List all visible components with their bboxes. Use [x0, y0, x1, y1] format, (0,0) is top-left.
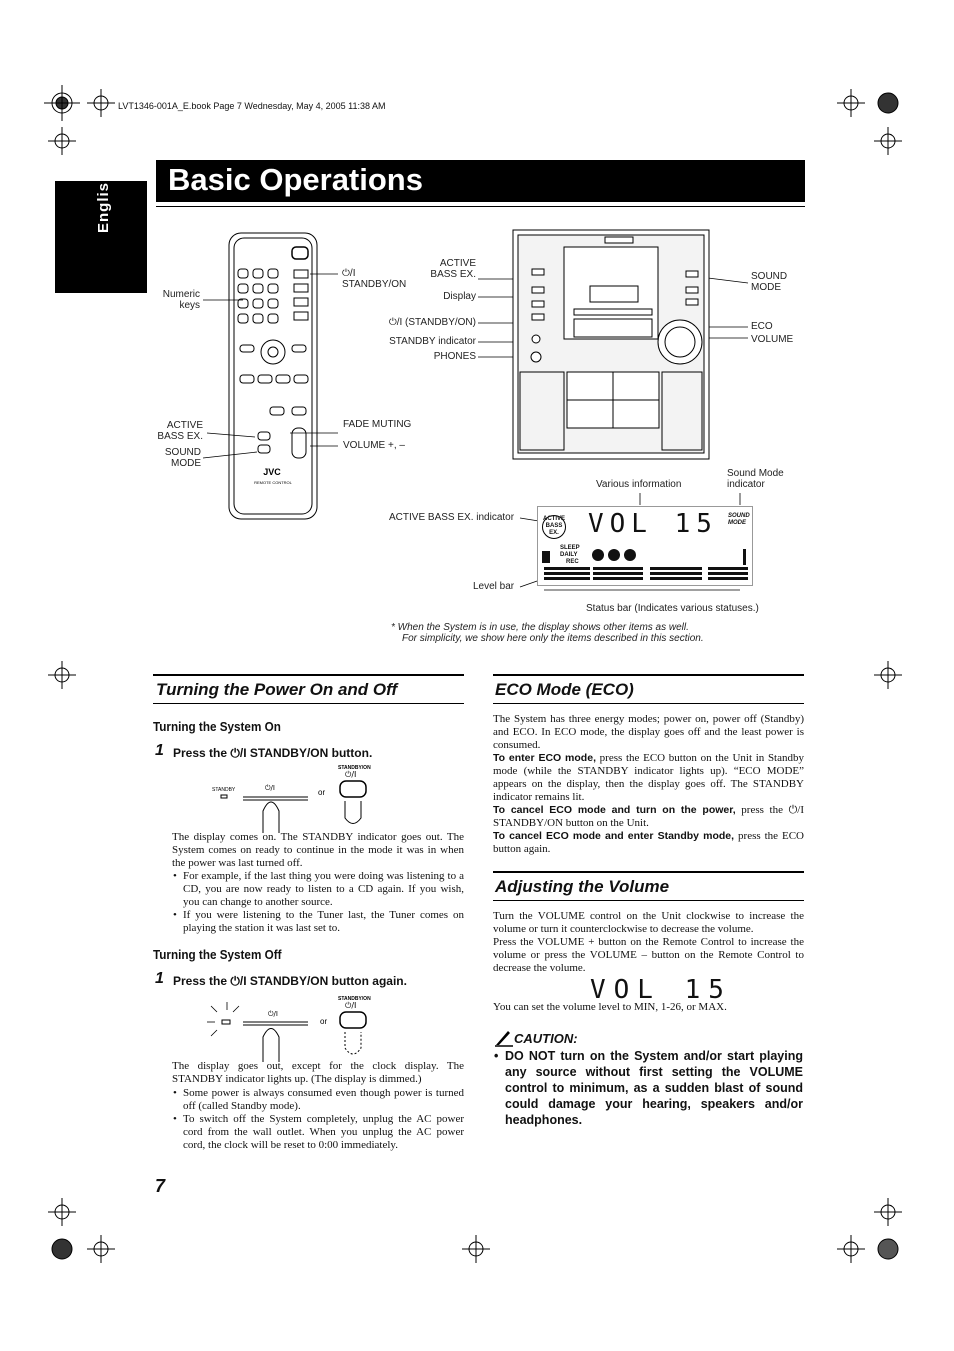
standby-button-figure-off	[205, 992, 385, 1062]
left-section-rule-bottom	[153, 703, 464, 704]
eco-rule-bottom	[493, 703, 804, 704]
svg-text:⏻/I: ⏻/I	[268, 1010, 278, 1018]
standby-button-figure-on	[205, 763, 385, 833]
label-unit-active-bass: ACTIVE BASS EX.	[430, 258, 476, 280]
label-volume-pm: VOLUME +, –	[343, 440, 405, 451]
bullets-on	[172, 870, 464, 935]
eco-para: The System has three energy modes; power on, power off (Standby) and ECO. In ECO mode, the display goes off and the least power is consumed.	[493, 713, 804, 751]
step-text-on: Press the ⏻/I STANDBY/ON button.	[173, 746, 373, 760]
heading-system-on: Turning the System On	[153, 719, 281, 734]
label-level-bar: Level bar	[473, 581, 515, 592]
volume-rule-bottom	[493, 900, 804, 901]
step-number-off: 1	[155, 970, 164, 987]
eco-enter	[493, 752, 804, 804]
svg-text:⏻/I: ⏻/I	[345, 770, 357, 779]
caution-block: • DO NOT turn on the System and/or start playing any source without first setting the VOLUME control to minimum, as a sudden blast of sound could damage your hearing, speakers and/or headphones.	[494, 1049, 803, 1127]
label-fade-muting: FADE MUTING	[343, 419, 412, 430]
page-number: 7	[155, 1176, 166, 1196]
main-unit-illustration	[512, 229, 712, 461]
eco-cancel-on-lead: To cancel ECO mode and turn on the power,	[493, 804, 736, 816]
label-remote-sound-mode: SOUND MODE	[164, 447, 201, 469]
page-title: Basic Operations	[168, 162, 423, 197]
language-tab-label: English	[95, 171, 112, 233]
label-unit-display: Display	[443, 291, 476, 302]
diagram-footnote	[391, 622, 704, 644]
label-unit-sound-mode: SOUND MODE	[751, 271, 788, 293]
bullet-on-1: • For example, if the last thing you were doing was listening to a CD, you are now ready to listen to a CD again. If you wish, you can change to another source.	[183, 870, 464, 909]
label-sound-mode-indicator: Sound Mode indicator	[727, 468, 784, 490]
svg-text:⏻/I: ⏻/I	[345, 1001, 357, 1010]
step-text-off: Press the ⏻/I STANDBY/ON button again.	[173, 974, 407, 988]
eco-section-body	[493, 713, 804, 856]
volume-para-2: Press the VOLUME + button on the Remote Control to increase the volume or press the VOLUME – button on the Remote Control to decrease the volume.	[493, 936, 804, 974]
eco-rule-top	[493, 674, 804, 676]
volume-para-1: Turn the VOLUME control on the Unit clockwise to increase the volume or turn it counterclockwise to decrease the volume.	[493, 910, 804, 935]
fig-off-or: or	[320, 1017, 328, 1026]
fig-on-or: or	[318, 788, 326, 797]
eco-enter-text: press the ECO button on the Unit in Standby mode (while the STANDBY indicator lights up). “ECO MODE” appears on the display, then the display goes off. The STANDBY indicator remains lit.	[493, 752, 804, 803]
left-section-rule-top	[153, 674, 464, 676]
fig-on-standby-label: STANDBY	[212, 787, 236, 793]
bullets-off	[172, 1087, 464, 1152]
para-off: The display goes out, except for the clock display. The STANDBY indicator lights up. (The display is dimmed.)	[172, 1060, 464, 1085]
eco-cancel-standby-lead: To cancel ECO mode and enter Standby mode,	[493, 830, 735, 842]
label-unit-standby: ⏻/I (STANDBY/ON)	[388, 317, 476, 328]
section-title-volume: Adjusting the Volume	[495, 877, 670, 896]
eco-cancel-on	[493, 804, 804, 830]
label-phones: PHONES	[433, 351, 476, 362]
label-standby-indicator: STANDBY indicator	[389, 336, 476, 347]
lcd-rec: REC	[566, 559, 579, 565]
step-number-on: 1	[155, 742, 164, 759]
lcd-display-illustration	[537, 506, 753, 586]
caution-text: DO NOT turn on the System and/or start playing any source without first setting the VOLUME control to minimum, as a sudden blast of sound could damage your hearing, speakers and/or headphones.	[505, 1049, 803, 1127]
para-on: The display comes on. The STANDBY indicator goes out. The System comes on ready to continue in the mode it was in when the power was last turned off.	[172, 831, 464, 869]
eco-enter-lead: To enter ECO mode,	[493, 752, 596, 764]
lcd-level-bars	[538, 543, 752, 585]
footnote-line-2: For simplicity, we show here only the items described in this section.	[402, 633, 704, 644]
lcd-sleep: SLEEP	[560, 545, 580, 551]
label-various-information: Various information	[596, 479, 682, 490]
label-remote-standby: ⏻/I STANDBY/ON	[342, 268, 407, 290]
footnote-line-1: * When the System is in use, the display shows other items as well.	[391, 622, 689, 633]
section-title-power: Turning the Power On and Off	[156, 680, 398, 699]
heading-system-off: Turning the System Off	[153, 947, 282, 962]
volume-section-body	[493, 910, 804, 975]
volume-lcd-readout: VOL 15	[590, 975, 732, 1005]
label-volume: VOLUME	[751, 334, 794, 345]
file-info: LVT1346-001A_E.book Page 7 Wednesday, May 4, 2005 11:38 AM	[118, 101, 386, 111]
caution-icon	[494, 1029, 514, 1047]
lcd-sound-mode: SOUND MODE	[728, 513, 750, 526]
label-numeric-keys: Numeric keys	[162, 289, 200, 311]
lcd-daily: DAILY	[560, 552, 578, 558]
label-status-bar: Status bar (Indicates various statuses.)	[586, 603, 759, 614]
bullet-on-2: • If you were listening to the Tuner last, the Tuner comes on playing the station it was last set to.	[183, 909, 464, 935]
label-active-bass-indicator: ACTIVE BASS EX. indicator	[389, 512, 515, 523]
bullet-off-1: • Some power is always consumed even though power is turned off (called Standby mode).	[183, 1087, 464, 1113]
volume-range: You can set the volume level to MIN, 1-26, or MAX.	[493, 1001, 727, 1013]
label-eco: ECO	[751, 321, 773, 332]
eco-cancel-on-text: press the ⏻/I STANDBY/ON button on the Unit.	[493, 804, 805, 829]
svg-text:⏻/I: ⏻/I	[265, 784, 275, 792]
fig-on-standbyon-label: STANDBY/ON	[338, 765, 371, 771]
label-remote-active-bass: ACTIVE BASS EX.	[157, 420, 203, 442]
lcd-active-bass: ACTIVE BASS EX.	[542, 515, 566, 539]
section-title-eco: ECO Mode (ECO)	[495, 680, 634, 699]
volume-rule-top	[493, 871, 804, 873]
eco-cancel-standby	[493, 830, 804, 856]
bullet-off-2: • To switch off the System completely, unplug the AC power cord from the wall outlet. When you unplug the AC power cord, the clock will be reset to 0:00 immediately.	[183, 1113, 464, 1152]
fig-off-standbyon-label: STANDBY/ON	[338, 996, 371, 1002]
remote-brand: JVC	[263, 467, 281, 477]
caution-title: CAUTION:	[514, 1031, 578, 1046]
remote-subtitle: REMOTE CONTROL	[254, 480, 292, 485]
eco-cancel-standby-text: press the ECO button again.	[493, 830, 805, 855]
lcd-main-text: VOL 15	[588, 509, 718, 539]
